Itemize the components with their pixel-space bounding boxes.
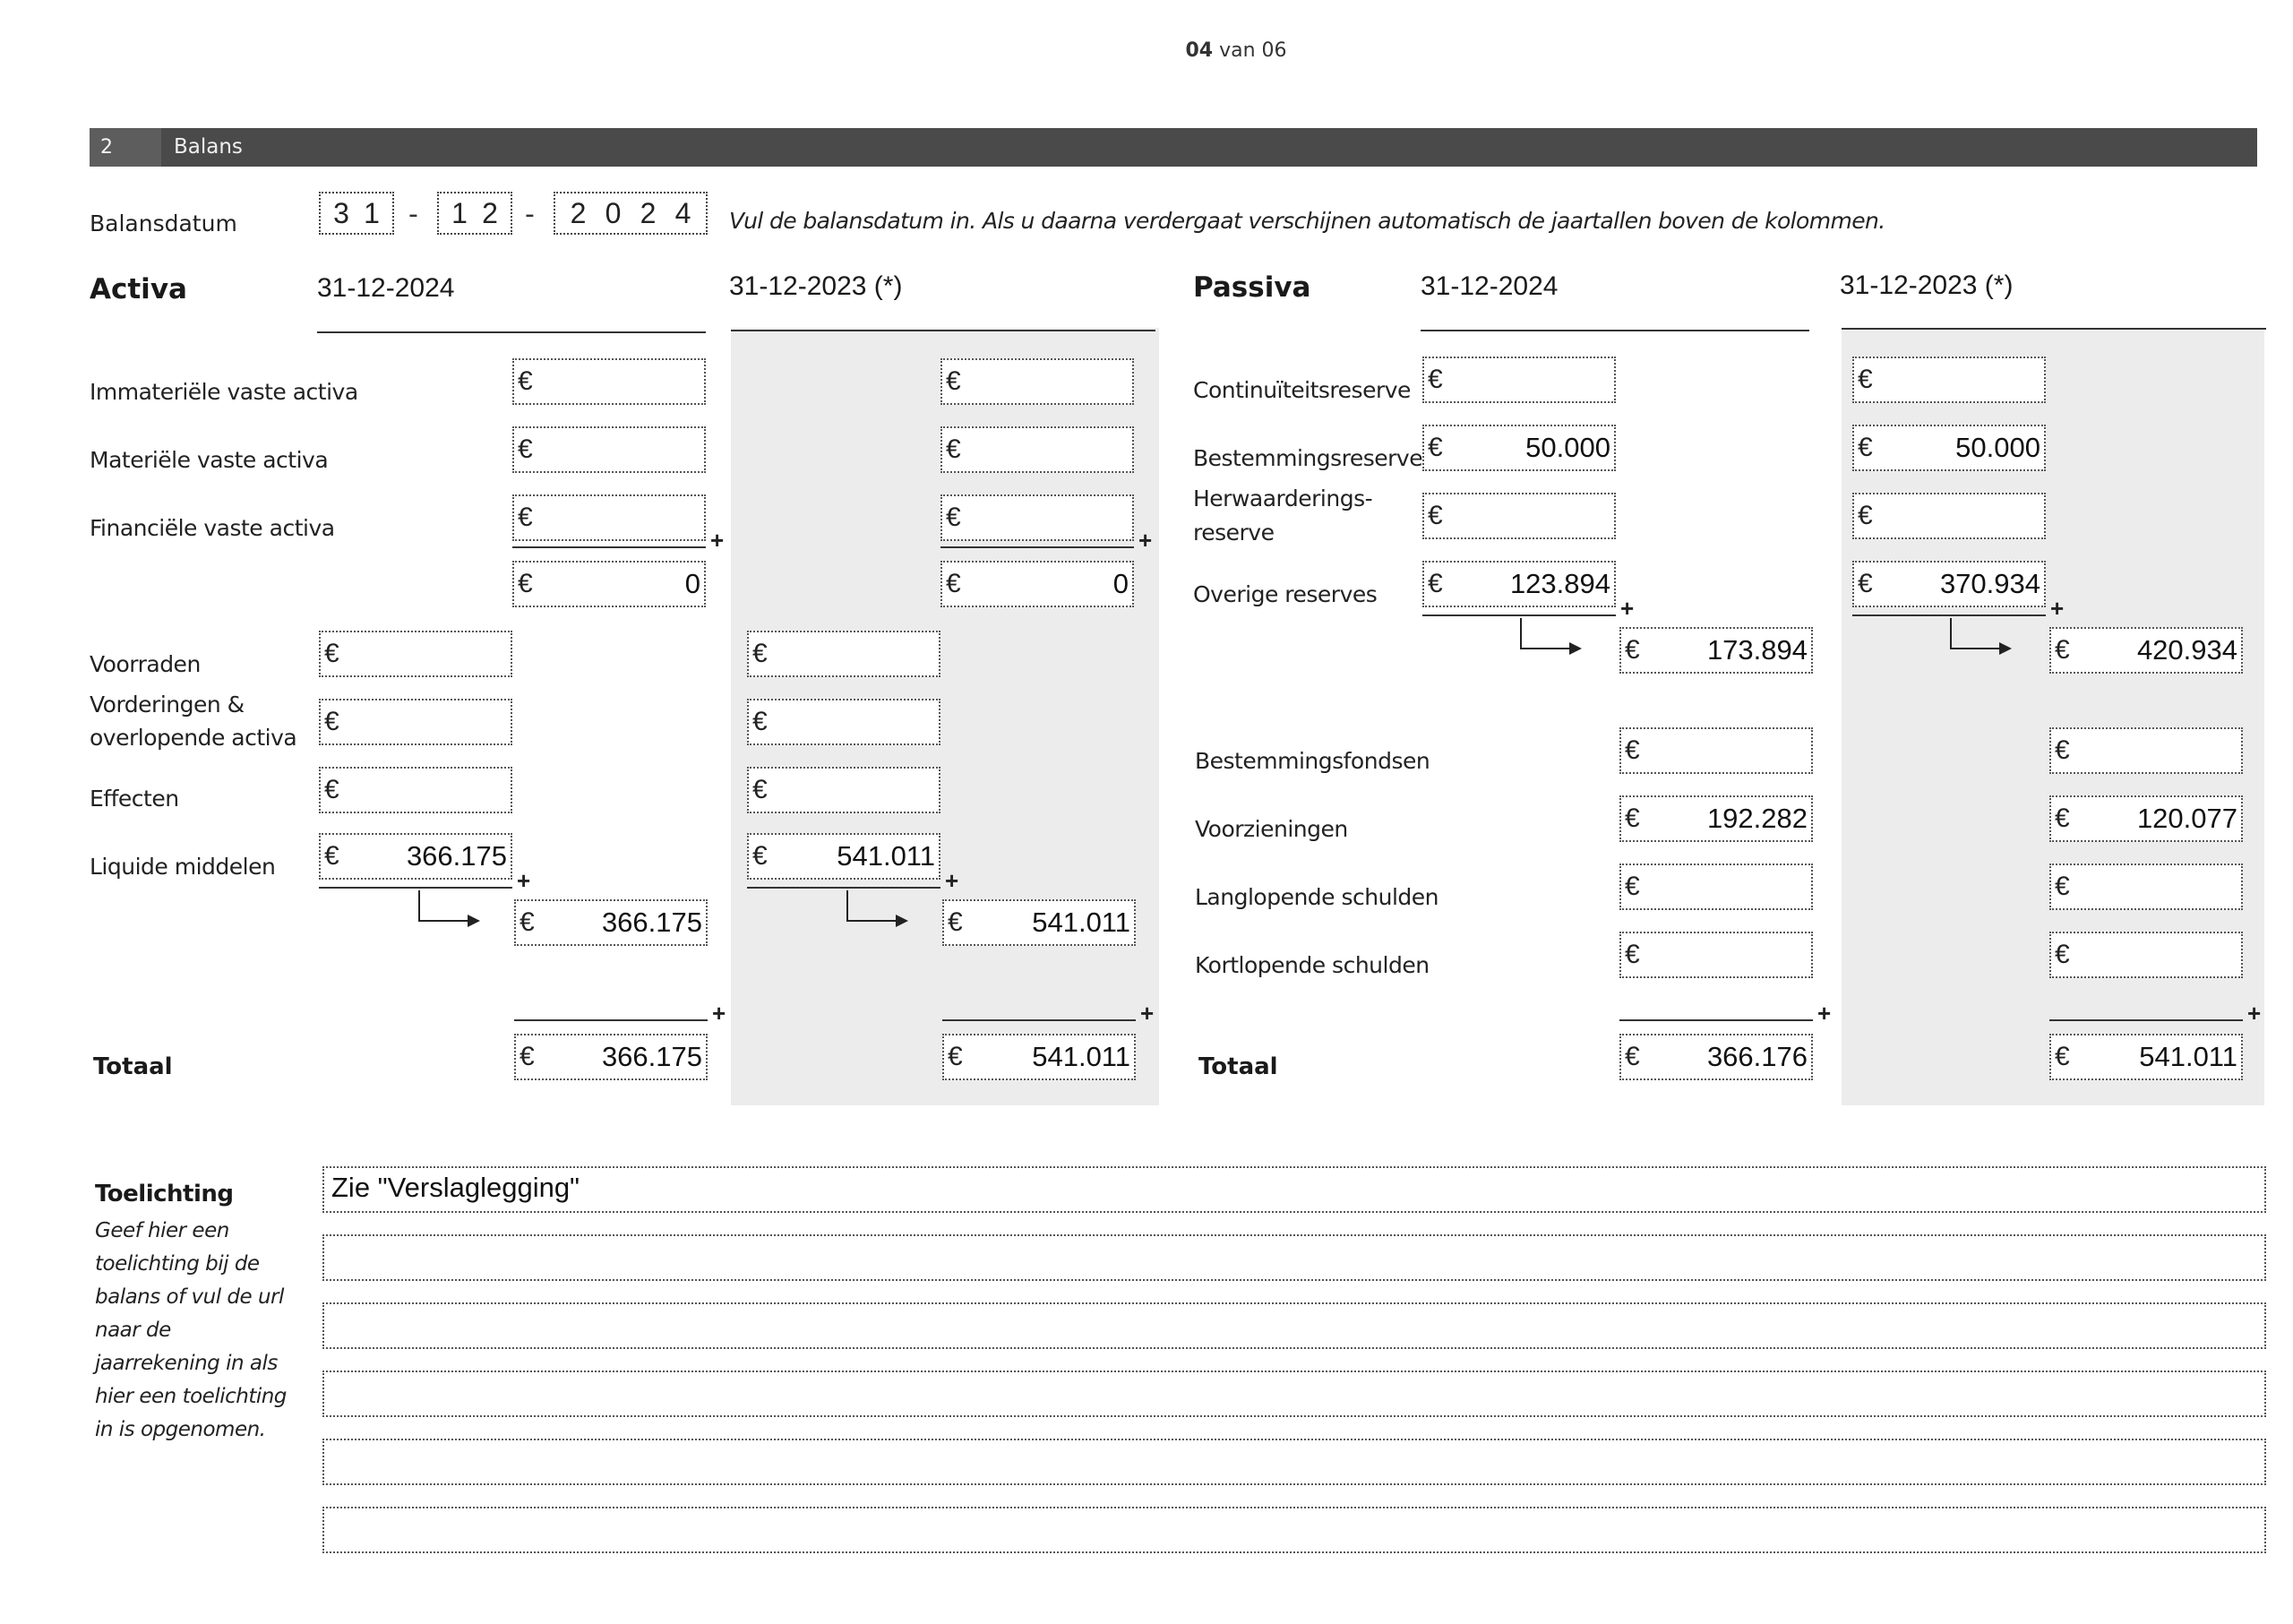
euro-sign: €: [752, 841, 768, 871]
output-vaste-activa-previous: [940, 561, 1134, 607]
passiva-current-header-rule: [1421, 330, 1809, 331]
date-hint-text: Vul de balansdatum in. Als u daarna verdergaat verschijnen automatisch de jaartallen boven de kolommen.: [729, 208, 1885, 234]
value: 0: [1112, 568, 1129, 599]
toelichting-description: Geef hier een toelichting bij de balans of vul de url naar de jaarrekening in als hier een toelichting in is opgenomen.: [95, 1219, 287, 1441]
input-bestemmingsreserve-previous[interactable]: [1852, 425, 2046, 471]
euro-sign: €: [1428, 365, 1443, 394]
label-liquide-middelen: Liquide middelen: [90, 854, 276, 880]
label-voorzieningen: Voorzieningen: [1195, 816, 1348, 842]
output-passiva-total-previous: [2049, 1034, 2243, 1080]
date-month-digit-1: 1: [451, 196, 468, 229]
carry-arrow-icon: [417, 890, 482, 935]
euro-sign: €: [1428, 569, 1443, 598]
sum-rule: [747, 887, 940, 889]
input-continuiteit-current[interactable]: [1422, 357, 1616, 403]
sum-rule: [512, 546, 706, 548]
date-year-digit-2: 0: [605, 196, 622, 229]
euro-sign: €: [1625, 872, 1640, 901]
passiva-total-label: Totaal: [1198, 1053, 1278, 1080]
input-materiele-previous[interactable]: [940, 426, 1134, 473]
date-year-digit-3: 2: [640, 196, 657, 229]
total-rule: [1619, 1019, 1813, 1021]
date-day-field[interactable]: [319, 192, 394, 235]
label-effecten: Effecten: [90, 786, 179, 812]
input-vorderingen-previous[interactable]: [747, 699, 940, 745]
euro-sign: €: [2055, 635, 2070, 665]
balansdatum-label: Balansdatum: [90, 211, 237, 236]
label-materiele-vaste-activa: Materiële vaste activa: [90, 447, 329, 473]
euro-sign: €: [2055, 735, 2070, 765]
passiva-previous-header-rule: [1842, 328, 2266, 330]
value: 0: [684, 568, 700, 599]
input-financiele-current[interactable]: [512, 494, 706, 541]
input-overige-previous[interactable]: [1852, 561, 2046, 607]
value: 50.000: [1525, 432, 1610, 463]
output-reserves-current: [1619, 627, 1813, 674]
input-effecten-previous[interactable]: [747, 767, 940, 813]
label-herwaardering-line1: Herwaarderings-: [1193, 485, 1373, 511]
euro-sign: €: [946, 569, 961, 598]
input-langlopend-previous[interactable]: [2049, 864, 2243, 910]
toelichting-line-3[interactable]: [322, 1302, 2266, 1349]
passiva-col-current-year: 31-12-2024: [1421, 271, 1559, 301]
input-kortlopend-current[interactable]: [1619, 932, 1813, 978]
label-vorderingen-line2: overlopende activa: [90, 725, 297, 751]
activa-current-header-rule: [317, 331, 706, 333]
input-voorraden-previous[interactable]: [747, 631, 940, 677]
label-immateriele-vaste-activa: Immateriële vaste activa: [90, 379, 358, 405]
passiva-col-previous-year: 31-12-2023 (*): [1840, 271, 2014, 300]
carry-arrow-icon: [1519, 618, 1584, 663]
input-financiele-previous[interactable]: [940, 494, 1134, 541]
euro-sign: €: [1858, 501, 1873, 530]
input-voorzieningen-previous[interactable]: [2049, 795, 2243, 842]
input-herwaardering-current[interactable]: [1422, 493, 1616, 539]
euro-sign: €: [1858, 569, 1873, 598]
label-financiele-vaste-activa: Financiële vaste activa: [90, 515, 335, 541]
date-month-digit-2: 2: [482, 196, 498, 229]
euro-sign: €: [1858, 433, 1873, 462]
input-liquide-current[interactable]: [319, 833, 512, 880]
label-herwaarderingsreserve: [1193, 482, 1372, 550]
label-continuiteitsreserve: Continuïteitsreserve: [1193, 377, 1411, 403]
plus-sign: +: [710, 527, 725, 554]
euro-sign: €: [948, 907, 963, 937]
value: 173.894: [1706, 634, 1808, 666]
input-voorraden-current[interactable]: [319, 631, 512, 677]
toelichting-line-4[interactable]: [322, 1371, 2266, 1417]
euro-sign: €: [324, 841, 339, 871]
value: 420.934: [2136, 634, 2237, 666]
euro-sign: €: [324, 707, 339, 736]
plus-sign: +: [1140, 1000, 1155, 1027]
activa-col-previous-year: 31-12-2023 (*): [729, 271, 903, 301]
input-effecten-current[interactable]: [319, 767, 512, 813]
plus-sign: +: [712, 1000, 726, 1027]
date-year-field[interactable]: [554, 192, 708, 235]
date-year-digit-4: 4: [674, 196, 691, 229]
passiva-heading: Passiva: [1193, 271, 1311, 304]
label-langlopende-schulden: Langlopende schulden: [1195, 884, 1438, 910]
euro-sign: €: [1625, 735, 1640, 765]
sum-rule: [319, 887, 512, 889]
label-overige-reserves: Overige reserves: [1193, 581, 1378, 607]
value: 366.176: [1706, 1041, 1808, 1072]
label-vorderingen-line1: Vorderingen &: [90, 692, 245, 717]
euro-sign: €: [518, 366, 533, 396]
sum-rule: [1422, 614, 1616, 616]
input-herwaardering-previous[interactable]: [1852, 493, 2046, 539]
value: 50.000: [1955, 432, 2040, 463]
output-activa-total-previous: [942, 1034, 1136, 1080]
value: 192.282: [1706, 803, 1808, 834]
page-total: van 06: [1219, 39, 1287, 62]
input-fondsen-current[interactable]: [1619, 727, 1813, 774]
input-continuiteit-previous[interactable]: [1852, 357, 2046, 403]
section-header-bar: [90, 128, 2257, 167]
carry-arrow-icon: [1949, 618, 2014, 663]
euro-sign: €: [752, 639, 768, 668]
value: 120.077: [2136, 803, 2237, 834]
carry-arrow-icon: [846, 890, 910, 935]
input-fondsen-previous[interactable]: [2049, 727, 2243, 774]
value: 541.011: [837, 840, 935, 872]
total-rule: [942, 1019, 1136, 1021]
date-month-field[interactable]: [437, 192, 512, 235]
date-separator: -: [525, 199, 535, 230]
euro-sign: €: [324, 775, 339, 804]
total-rule: [2049, 1019, 2243, 1021]
euro-sign: €: [518, 434, 533, 464]
input-vorderingen-current[interactable]: [319, 699, 512, 745]
input-liquide-previous[interactable]: [747, 833, 940, 880]
euro-sign: €: [946, 366, 961, 396]
value: 366.175: [601, 1041, 702, 1072]
plus-sign: +: [517, 867, 531, 894]
input-materiele-current[interactable]: [512, 426, 706, 473]
date-day-digit-1: 3: [333, 196, 349, 229]
date-year-digit-1: 2: [570, 196, 587, 229]
euro-sign: €: [752, 775, 768, 804]
toelichting-line-5[interactable]: [322, 1439, 2266, 1485]
value: 541.011: [1032, 907, 1130, 938]
activa-total-label: Totaal: [93, 1053, 173, 1080]
input-bestemmingsreserve-current[interactable]: [1422, 425, 1616, 471]
plus-sign: +: [1138, 527, 1153, 554]
euro-sign: €: [520, 1042, 535, 1071]
plus-sign: +: [2050, 595, 2065, 622]
input-immateriele-previous[interactable]: [940, 358, 1134, 405]
page-current: 04: [1185, 39, 1214, 62]
euro-sign: €: [1625, 940, 1640, 969]
input-kortlopend-previous[interactable]: [2049, 932, 2243, 978]
total-rule: [514, 1019, 708, 1021]
label-herwaardering-line2: reserve: [1193, 520, 1275, 546]
euro-sign: €: [1625, 803, 1640, 833]
output-vlottende-activa-current: [514, 899, 708, 946]
activa-heading: Activa: [90, 273, 187, 305]
euro-sign: €: [324, 639, 339, 668]
label-voorraden: Voorraden: [90, 651, 201, 677]
date-separator: -: [408, 199, 418, 230]
page-number: [0, 39, 2293, 62]
toelichting-line-2[interactable]: [322, 1234, 2266, 1281]
plus-sign: +: [945, 867, 959, 894]
output-activa-total-current: [514, 1034, 708, 1080]
euro-sign: €: [518, 569, 533, 598]
input-voorzieningen-current[interactable]: [1619, 795, 1813, 842]
output-vaste-activa-current: [512, 561, 706, 607]
output-passiva-total-current: [1619, 1034, 1813, 1080]
sum-rule: [940, 546, 1134, 548]
value: 123.894: [1509, 568, 1610, 599]
value: 366.175: [601, 907, 702, 938]
label-vorderingen: [90, 688, 296, 754]
euro-sign: €: [946, 503, 961, 532]
euro-sign: €: [1625, 635, 1640, 665]
plus-sign: +: [1817, 1000, 1832, 1027]
value: 541.011: [1032, 1041, 1130, 1072]
euro-sign: €: [2055, 1042, 2070, 1071]
output-reserves-previous: [2049, 627, 2243, 674]
euro-sign: €: [1428, 433, 1443, 462]
plus-sign: +: [2247, 1000, 2262, 1027]
value: 370.934: [1939, 568, 2040, 599]
euro-sign: €: [946, 434, 961, 464]
output-vlottende-activa-previous: [942, 899, 1136, 946]
activa-col-current-year: 31-12-2024: [317, 273, 455, 303]
euro-sign: €: [518, 503, 533, 532]
label-bestemmingsfondsen: Bestemmingsfondsen: [1195, 748, 1430, 774]
toelichting-title: Toelichting: [95, 1181, 234, 1207]
euro-sign: €: [948, 1042, 963, 1071]
label-bestemmingsreserve: Bestemmingsreserve: [1193, 445, 1423, 471]
euro-sign: €: [1858, 365, 1873, 394]
label-kortlopende-schulden: Kortlopende schulden: [1195, 952, 1430, 978]
euro-sign: €: [2055, 872, 2070, 901]
euro-sign: €: [520, 907, 535, 937]
euro-sign: €: [2055, 940, 2070, 969]
activa-previous-header-rule: [731, 330, 1155, 331]
sum-rule: [1852, 614, 2046, 616]
toelichting-line-1[interactable]: Zie "Verslaglegging": [322, 1166, 2266, 1213]
section-number: 2: [90, 128, 161, 167]
toelichting-line-6[interactable]: [322, 1507, 2266, 1553]
input-langlopend-current[interactable]: [1619, 864, 1813, 910]
euro-sign: €: [1428, 501, 1443, 530]
euro-sign: €: [2055, 803, 2070, 833]
euro-sign: €: [752, 707, 768, 736]
date-day-digit-2: 1: [364, 196, 380, 229]
value: 541.011: [2139, 1041, 2237, 1072]
input-immateriele-current[interactable]: [512, 358, 706, 405]
input-overige-current[interactable]: [1422, 561, 1616, 607]
plus-sign: +: [1620, 595, 1635, 622]
section-title: Balans: [174, 135, 243, 159]
value: 366.175: [406, 840, 507, 872]
euro-sign: €: [1625, 1042, 1640, 1071]
